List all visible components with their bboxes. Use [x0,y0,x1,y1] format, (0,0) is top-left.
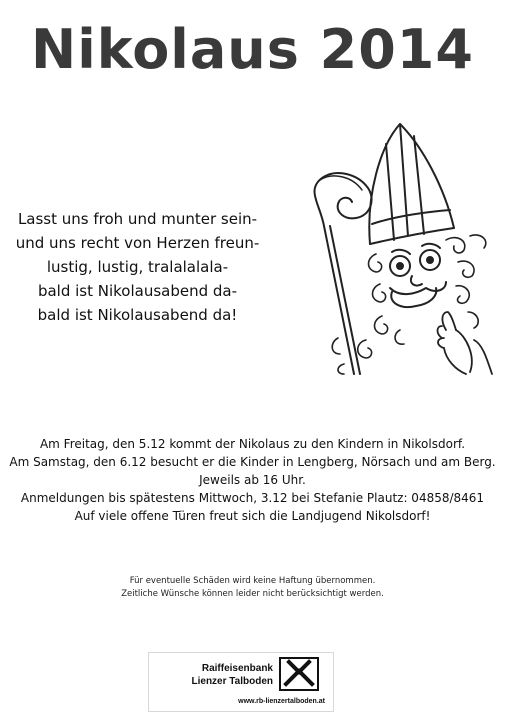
crozier-staff [315,173,372,374]
sponsor-box [148,652,334,712]
bank-name [163,662,273,688]
page-title: Nikolaus 2014 [31,18,474,81]
bank-name-line: Lienzer Talboden [191,676,273,687]
poem-line: und uns recht von Herzen freun- [15,234,260,252]
info-line: Jeweils ab 16 Uhr. [199,473,306,487]
raiffeisen-gable-cross-icon [279,657,319,691]
poem-line: bald ist Nikolausabend da! [37,306,238,324]
poem-line: bald ist Nikolausabend da- [37,282,238,300]
bank-name-line: Raiffeisenbank [201,663,273,674]
disclaimer [0,575,505,601]
poem [10,207,265,327]
bank-url: www.rb-lienzertalboden.at [238,698,325,705]
nikolaus-illustration [296,116,496,378]
poem-line: lustig, lustig, tralalalala- [46,258,229,276]
info-line: Auf viele offene Türen freut sich die Landjugend Nikolsdorf! [74,509,431,523]
poem-line: Lasst uns froh und munter sein- [17,210,258,228]
info-line: Am Samstag, den 6.12 besucht er die Kinder in Lengberg, Nörsach und am Berg. [9,455,496,469]
info-line: Am Freitag, den 5.12 kommt der Nikolaus zu den Kindern in Nikolsdorf. [39,437,466,451]
nikolaus-face [390,244,446,307]
disclaimer-line: Zeitliche Wünsche können leider nicht berücksichtigt werden. [121,589,384,599]
hand [438,312,493,374]
event-info [0,435,505,525]
mitre-hat [369,124,454,244]
info-line: Anmeldungen bis spätestens Mittwoch, 3.12 bei Stefanie Plautz: 04858/8461 [20,491,485,505]
disclaimer-line: Für eventuelle Schäden wird keine Haftung übernommen. [129,576,376,586]
